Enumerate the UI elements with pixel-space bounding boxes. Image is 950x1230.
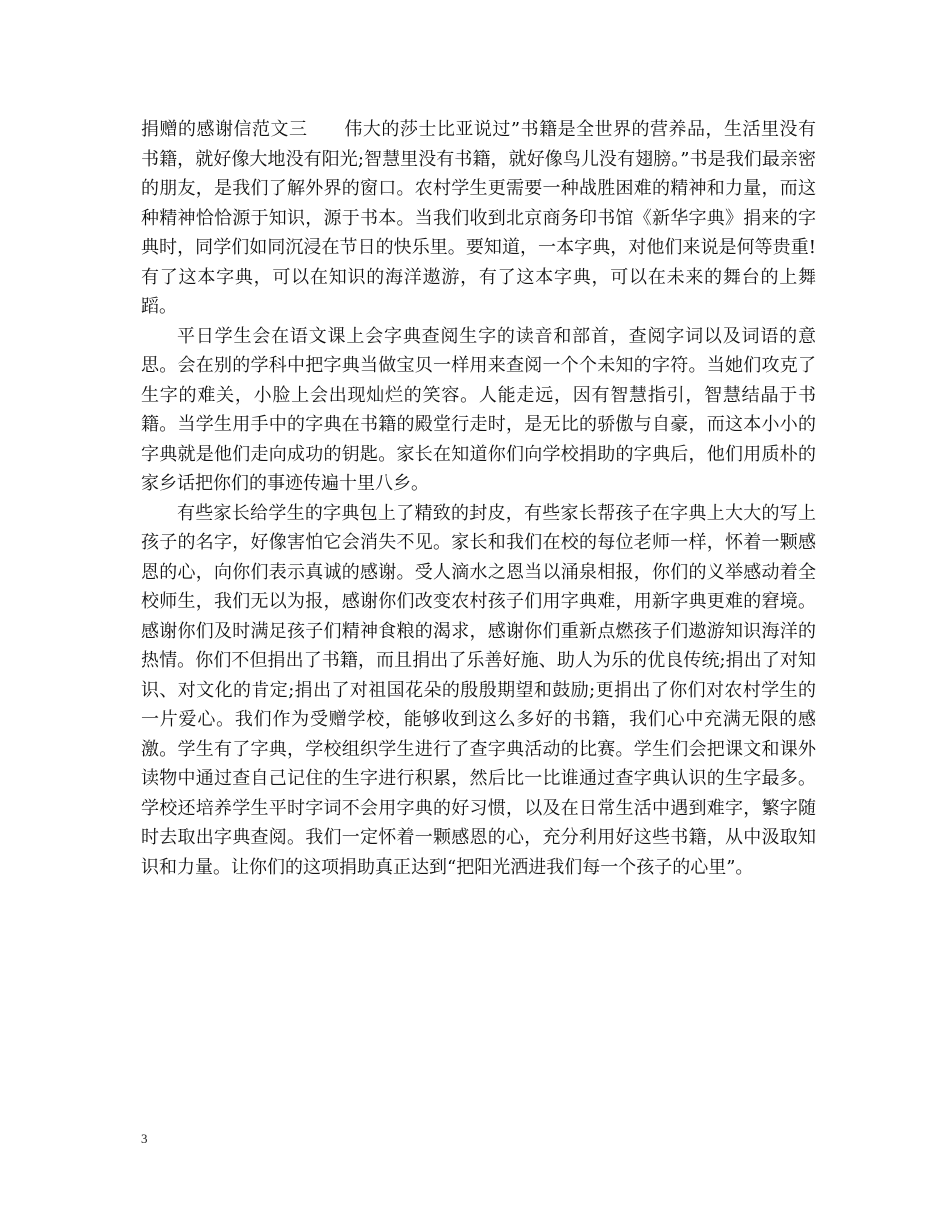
paragraph-3: 有些家长给学生的字典包上了精致的封皮，有些家长帮孩子在字典上大大的写上孩子的名字，好像害怕它会消失不见。家长和我们在校的每位老师一样，怀着一颗感恩的心，向你们表示真诚的感谢。受人滴水之恩当以涌泉相报，你们的义举感动着全校师生，我们无以为报，感谢你们改变农村孩子们用字典难，用新字典更难的窘境。感谢你们及时满足孩子们精神食粮的渴求，感谢你们重新点燃孩子们遨游知识海洋的热情。你们不但捐出了书籍，而且捐出了乐善好施、助人为乐的优良传统;捐出了对知识、对文化的肯定;捐出了对祖国花朵的殷殷期望和鼓励;更捐出了你们对农村学生的一片爱心。我们作为受赠学校，能够收到这么多好的书籍，我们心中充满无限的感激。学生有了字典，学校组织学生进行了查字典活动的比赛。学生们会把课文和课外读物中通过查自己记住的生字进行积累，然后比一比谁通过查字典认识的生字最多。学校还培养学生平时字词不会用字典的好习惯，以及在日常生活中遇到难字，繁字随时去取出字典查阅。我们一定怀着一颗感恩的心，充分利用好这些书籍，从中汲取知识和力量。让你们的这项捐助真正达到“把阳光洒进我们每一个孩子的心里”。	[141, 502, 816, 878]
paragraph-1: 捐赠的感谢信范文三 伟大的莎士比亚说过”书籍是全世界的营养品，生活里没有书籍，就好像大地没有阳光;智慧里没有书籍，就好像鸟儿没有翅膀。”书是我们最亲密的朋友，是我们了解外界的窗口。农村学生更需要一种战胜困难的精神和力量，而这种精神恰恰源于知识，源于书本。当我们收到北京商务印书馆《新华字典》捐来的字典时，同学们如同沉浸在节日的快乐里。要知道，一本字典，对他们来说是何等贵重!有了这本字典，可以在知识的海洋遨游，有了这本字典，可以在未来的舞台的上舞蹈。	[141, 119, 816, 317]
paragraph-2: 平日学生会在语文课上会字典查阅生字的读音和部首，查阅字词以及词语的意思。会在别的学科中把字典当做宝贝一样用来查阅一个个未知的字符。当她们攻克了生字的难关，小脸上会出现灿烂的笑容。人能走远，因有智慧指引，智慧结晶于书籍。当学生用手中的字典在书籍的殿堂行走时，是无比的骄傲与自豪，而这本小小的字典就是他们走向成功的钥匙。家长在知道你们向学校捐助的字典后，他们用质朴的家乡话把你们的事迹传遍十里八乡。	[141, 325, 816, 494]
document-body	[141, 115, 816, 882]
page-number: 3	[141, 1131, 148, 1146]
